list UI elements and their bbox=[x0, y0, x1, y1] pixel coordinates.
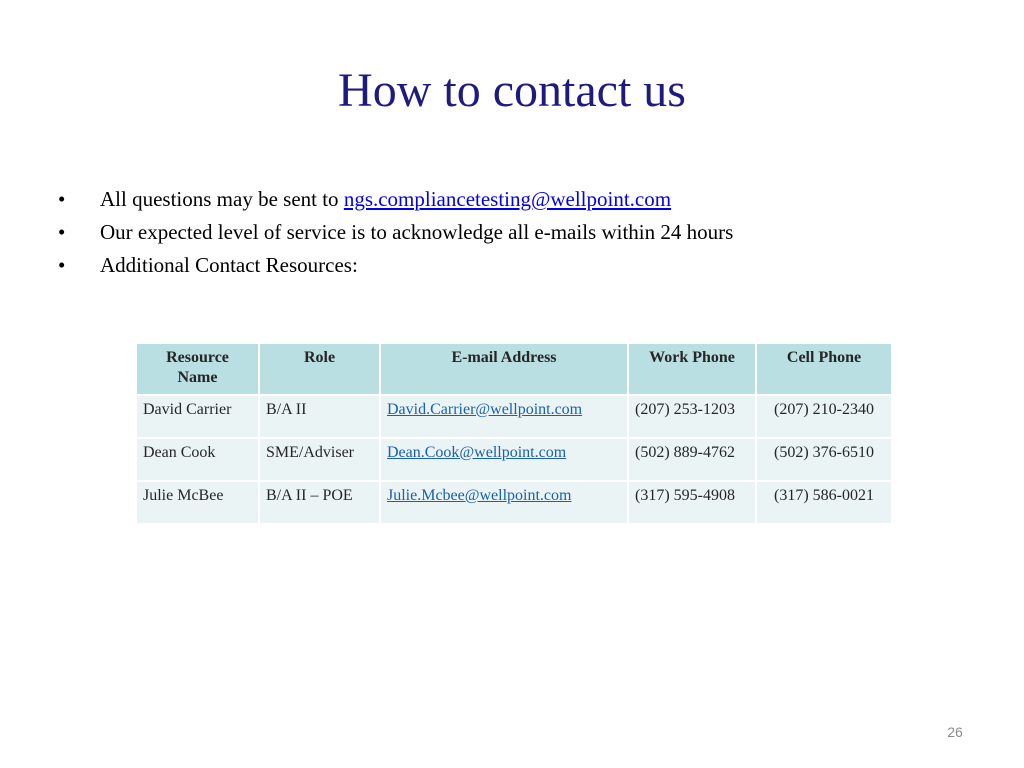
table-header-row bbox=[137, 344, 892, 395]
bullet-icon: • bbox=[58, 187, 66, 211]
contact-resources-table bbox=[137, 344, 893, 525]
column-header-cell-phone: Cell Phone bbox=[756, 344, 892, 395]
header-resource-line2: Name bbox=[177, 369, 218, 386]
bullet-item-service-level bbox=[58, 216, 998, 249]
cell-name: Julie McBee bbox=[137, 481, 259, 524]
bullet-list bbox=[58, 183, 998, 282]
cell-email bbox=[380, 438, 628, 481]
column-header-resource-name bbox=[137, 344, 259, 395]
cell-name: Dean Cook bbox=[137, 438, 259, 481]
cell-email bbox=[380, 481, 628, 524]
table-row bbox=[137, 438, 892, 481]
cell-work-phone: (317) 595-4908 bbox=[628, 481, 756, 524]
cell-name: David Carrier bbox=[137, 395, 259, 438]
slide-title: How to contact us bbox=[338, 64, 686, 117]
table-row bbox=[137, 481, 892, 524]
bullet-text: Additional Contact Resources: bbox=[100, 253, 358, 277]
email-link[interactable]: Julie.Mcbee@wellpoint.com bbox=[387, 487, 572, 504]
email-link[interactable]: Dean.Cook@wellpoint.com bbox=[387, 444, 567, 461]
bullet-icon: • bbox=[58, 220, 66, 244]
table-row bbox=[137, 395, 892, 438]
cell-role: B/A II bbox=[259, 395, 380, 438]
column-header-email: E-mail Address bbox=[380, 344, 628, 395]
cell-role: SME/Adviser bbox=[259, 438, 380, 481]
cell-work-phone: (207) 253-1203 bbox=[628, 395, 756, 438]
bullet-text: Our expected level of service is to acknowledge all e-mails within 24 hours bbox=[100, 220, 734, 244]
cell-cell-phone: (207) 210-2340 bbox=[756, 395, 892, 438]
cell-role: B/A II – POE bbox=[259, 481, 380, 524]
bullet-item-resources bbox=[58, 249, 998, 282]
cell-email bbox=[380, 395, 628, 438]
column-header-work-phone: Work Phone bbox=[628, 344, 756, 395]
bullet-icon: • bbox=[58, 253, 66, 277]
header-resource-line1: Resource bbox=[166, 349, 229, 366]
bullet-text bbox=[100, 183, 671, 216]
email-link[interactable]: David.Carrier@wellpoint.com bbox=[387, 401, 583, 418]
column-header-role: Role bbox=[259, 344, 380, 395]
contact-email-link[interactable]: ngs.compliancetesting@wellpoint.com bbox=[343, 187, 672, 211]
page-number: 26 bbox=[947, 724, 963, 740]
bullet-item-email bbox=[58, 183, 998, 216]
bullet-label: All questions may be sent to bbox=[100, 187, 344, 211]
cell-cell-phone: (317) 586-0021 bbox=[756, 481, 892, 524]
cell-work-phone: (502) 889-4762 bbox=[628, 438, 756, 481]
cell-cell-phone: (502) 376-6510 bbox=[756, 438, 892, 481]
